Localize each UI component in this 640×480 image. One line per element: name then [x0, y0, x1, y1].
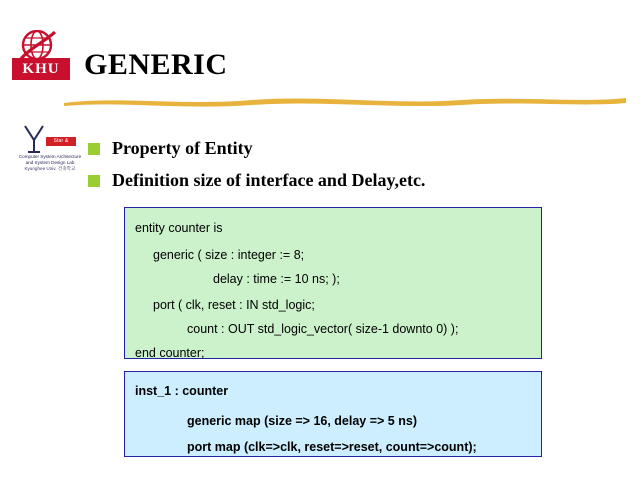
entity-code-line-1: entity counter is — [135, 221, 223, 235]
page-title: GENERIC — [84, 48, 228, 81]
institute-badge: Star & Institute — [46, 137, 76, 146]
institute-logo — [14, 124, 86, 180]
bullet-label-2: Definition size of interface and Delay,etc. — [112, 170, 426, 190]
instance-code-box — [124, 371, 542, 457]
entity-code-line-5: count : OUT std_logic_vector( size-1 downto 0) ); — [187, 322, 459, 336]
entity-code-line-6: end counter; — [135, 346, 205, 360]
bullet-item-1 — [88, 138, 253, 159]
bullet-label-1: Property of Entity — [112, 138, 253, 158]
entity-code-line-3: delay : time := 10 ns; ); — [213, 272, 340, 286]
title-underline-decoration — [62, 94, 628, 108]
institute-mark-icon — [22, 124, 46, 154]
bullet-square-icon — [88, 175, 100, 187]
instance-code-line-1: inst_1 : counter — [135, 384, 229, 398]
entity-code-line-2: generic ( size : integer := 8; — [153, 248, 305, 262]
bullet-item-2 — [88, 170, 425, 191]
instance-code-line-3: port map (clk=>clk, reset=>reset, count=>count); — [187, 440, 477, 454]
institute-caption-3: Kyunghee Univ. 건축학교 — [24, 166, 76, 171]
entity-code-box — [124, 207, 542, 359]
khu-logo-text: KHU — [12, 58, 70, 80]
khu-logo — [12, 30, 74, 84]
instance-code-line-2: generic map (size => 16, delay => 5 ns) — [187, 414, 417, 428]
institute-caption-1: Computer System Architecture — [18, 154, 82, 159]
institute-caption-2: and System Design Lab — [25, 160, 75, 165]
bullet-square-icon — [88, 143, 100, 155]
entity-code-line-4: port ( clk, reset : IN std_logic; — [153, 298, 315, 312]
